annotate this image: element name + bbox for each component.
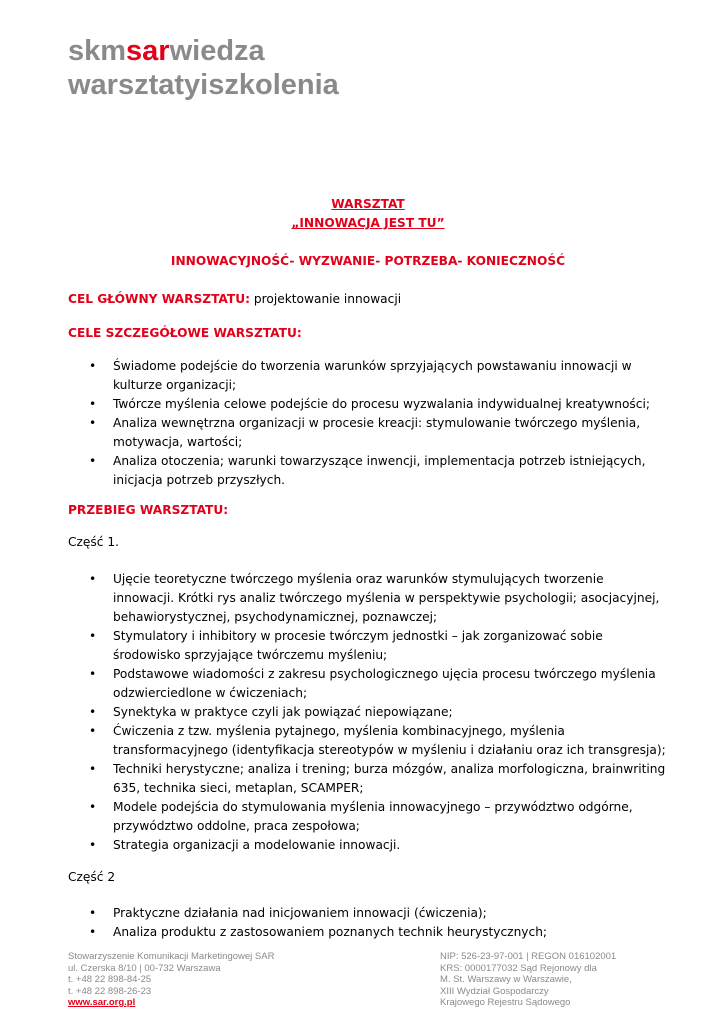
footer-phone-2: t. +48 22 898-26-23 — [68, 985, 152, 997]
list-item: • Świadome podejście do tworzenia warunków sprzyjających powstawaniu innowacji w kulturze organizacji; — [68, 357, 668, 395]
footer-court-dept: XIII Wydział Gospodarczy — [440, 985, 549, 997]
main-goal-label: CEL GŁÓWNY WARSZTATU: — [68, 292, 251, 306]
footer-org-name: Stowarzyszenie Komunikacji Marketingowej SAR — [68, 951, 275, 962]
list-item: • Ujęcie teoretyczne twórczego myślenia oraz warunków stymulujących tworzenie innowacji. Krótki rys analiz twórczego myślenia w perspektywie psychologii; asocjacyjnej, behawiorystycznej, psychodynamicznej, poznawczej; — [68, 570, 668, 627]
workshop-header — [68, 195, 668, 233]
footer-website-link[interactable]: www.sar.org.pl — [68, 997, 136, 1008]
list-item: • Techniki herystyczne; analiza i trening; burza mózgów, analiza morfologiczna, brainwriting 635, technika sieci, metaplan, SCAMPER; — [68, 760, 668, 798]
list-item: • Ćwiczenia z tzw. myślenia pytajnego, myślenia kombinacyjnego, myślenia transformacyjnego (identyfikacja stereotypów w myśleniu i działaniu oraz ich transgresja); — [68, 722, 668, 760]
logo-text-suffix: wiedza — [169, 35, 265, 67]
list-item: • Podstawowe wiadomości z zakresu psychologicznego ujęcia procesu twórczego myślenia odzwierciedlone w ćwiczeniach; — [68, 665, 668, 703]
footer-address: ul. Czerska 8/10 | 00-732 Warszawa — [68, 962, 221, 974]
part-1-list — [68, 570, 668, 855]
footer-krs: KRS: 0000177032 Sąd Rejonowy dla — [440, 962, 597, 974]
list-item: • Analiza otoczenia; warunki towarzyszące inwencji, implementacja potrzeb istniejących, inicjacja potrzeb przyszłych. — [68, 452, 668, 490]
logo-line-1 — [68, 34, 339, 68]
main-goal-text: projektowanie innowacji — [250, 292, 402, 306]
logo — [68, 34, 339, 102]
list-item: • Modele podejścia do stymulowania myślenia innowacyjnego – przywództwo odgórne, przywództwo oddolne, praca zespołowa; — [68, 798, 668, 836]
footer-registration — [440, 951, 670, 1009]
workshop-title: „INNOWACJA JEST TU” — [291, 216, 445, 230]
list-item: • Twórcze myślenia celowe podejście do procesu wyzwalania indywidualnej kreatywności; — [68, 395, 668, 414]
list-item: • Stymulatory i inhibitory w procesie twórczym jednostki – jak zorganizować sobie środowisko sprzyjające twórczemu myśleniu; — [68, 627, 668, 665]
part-2-list — [68, 904, 668, 942]
course-heading: PRZEBIEG WARSZTATU: — [68, 503, 229, 517]
main-goal — [68, 290, 668, 309]
list-item: • Synektyka w praktyce czyli jak powiązać niepowiązane; — [68, 703, 668, 722]
footer-court-register: Krajowego Rejestru Sądowego — [440, 997, 571, 1008]
part-2-label: Część 2 — [68, 870, 116, 884]
workshop-subtitle: INNOWACYJNOŚĆ- WYZWANIE- POTRZEBA- KONIECZNOŚĆ — [170, 254, 566, 268]
detailed-goals-list — [68, 357, 668, 490]
footer-court-city: M. St. Warszawy w Warszawie, — [440, 974, 572, 985]
list-item: • Analiza wewnętrzna organizacji w procesie kreacji: stymulowanie twórczego myślenia, motywacja, wartości; — [68, 414, 668, 452]
footer-contact — [68, 951, 398, 1009]
footer-phone-1: t. +48 22 898-84-25 — [68, 974, 152, 985]
logo-line-2: warsztatyiszkolenia — [68, 69, 339, 101]
document-body — [68, 195, 668, 942]
footer-nip-regon: NIP: 526-23-97-001 | REGON 016102001 — [440, 951, 617, 962]
workshop-label: WARSZTAT — [331, 197, 405, 211]
list-item: • Praktyczne działania nad inicjowaniem innowacji (ćwiczenia); — [68, 904, 668, 923]
list-item: • Strategia organizacji a modelowanie innowacji. — [68, 836, 668, 855]
logo-text-prefix: skm — [68, 35, 127, 67]
logo-text-accent: sar — [126, 35, 170, 67]
list-item: • Analiza produktu z zastosowaniem poznanych technik heurystycznych; — [68, 923, 668, 942]
part-1-label: Część 1. — [68, 535, 119, 549]
detailed-goals-heading: CELE SZCZEGÓŁOWE WARSZTATU: — [68, 326, 302, 340]
